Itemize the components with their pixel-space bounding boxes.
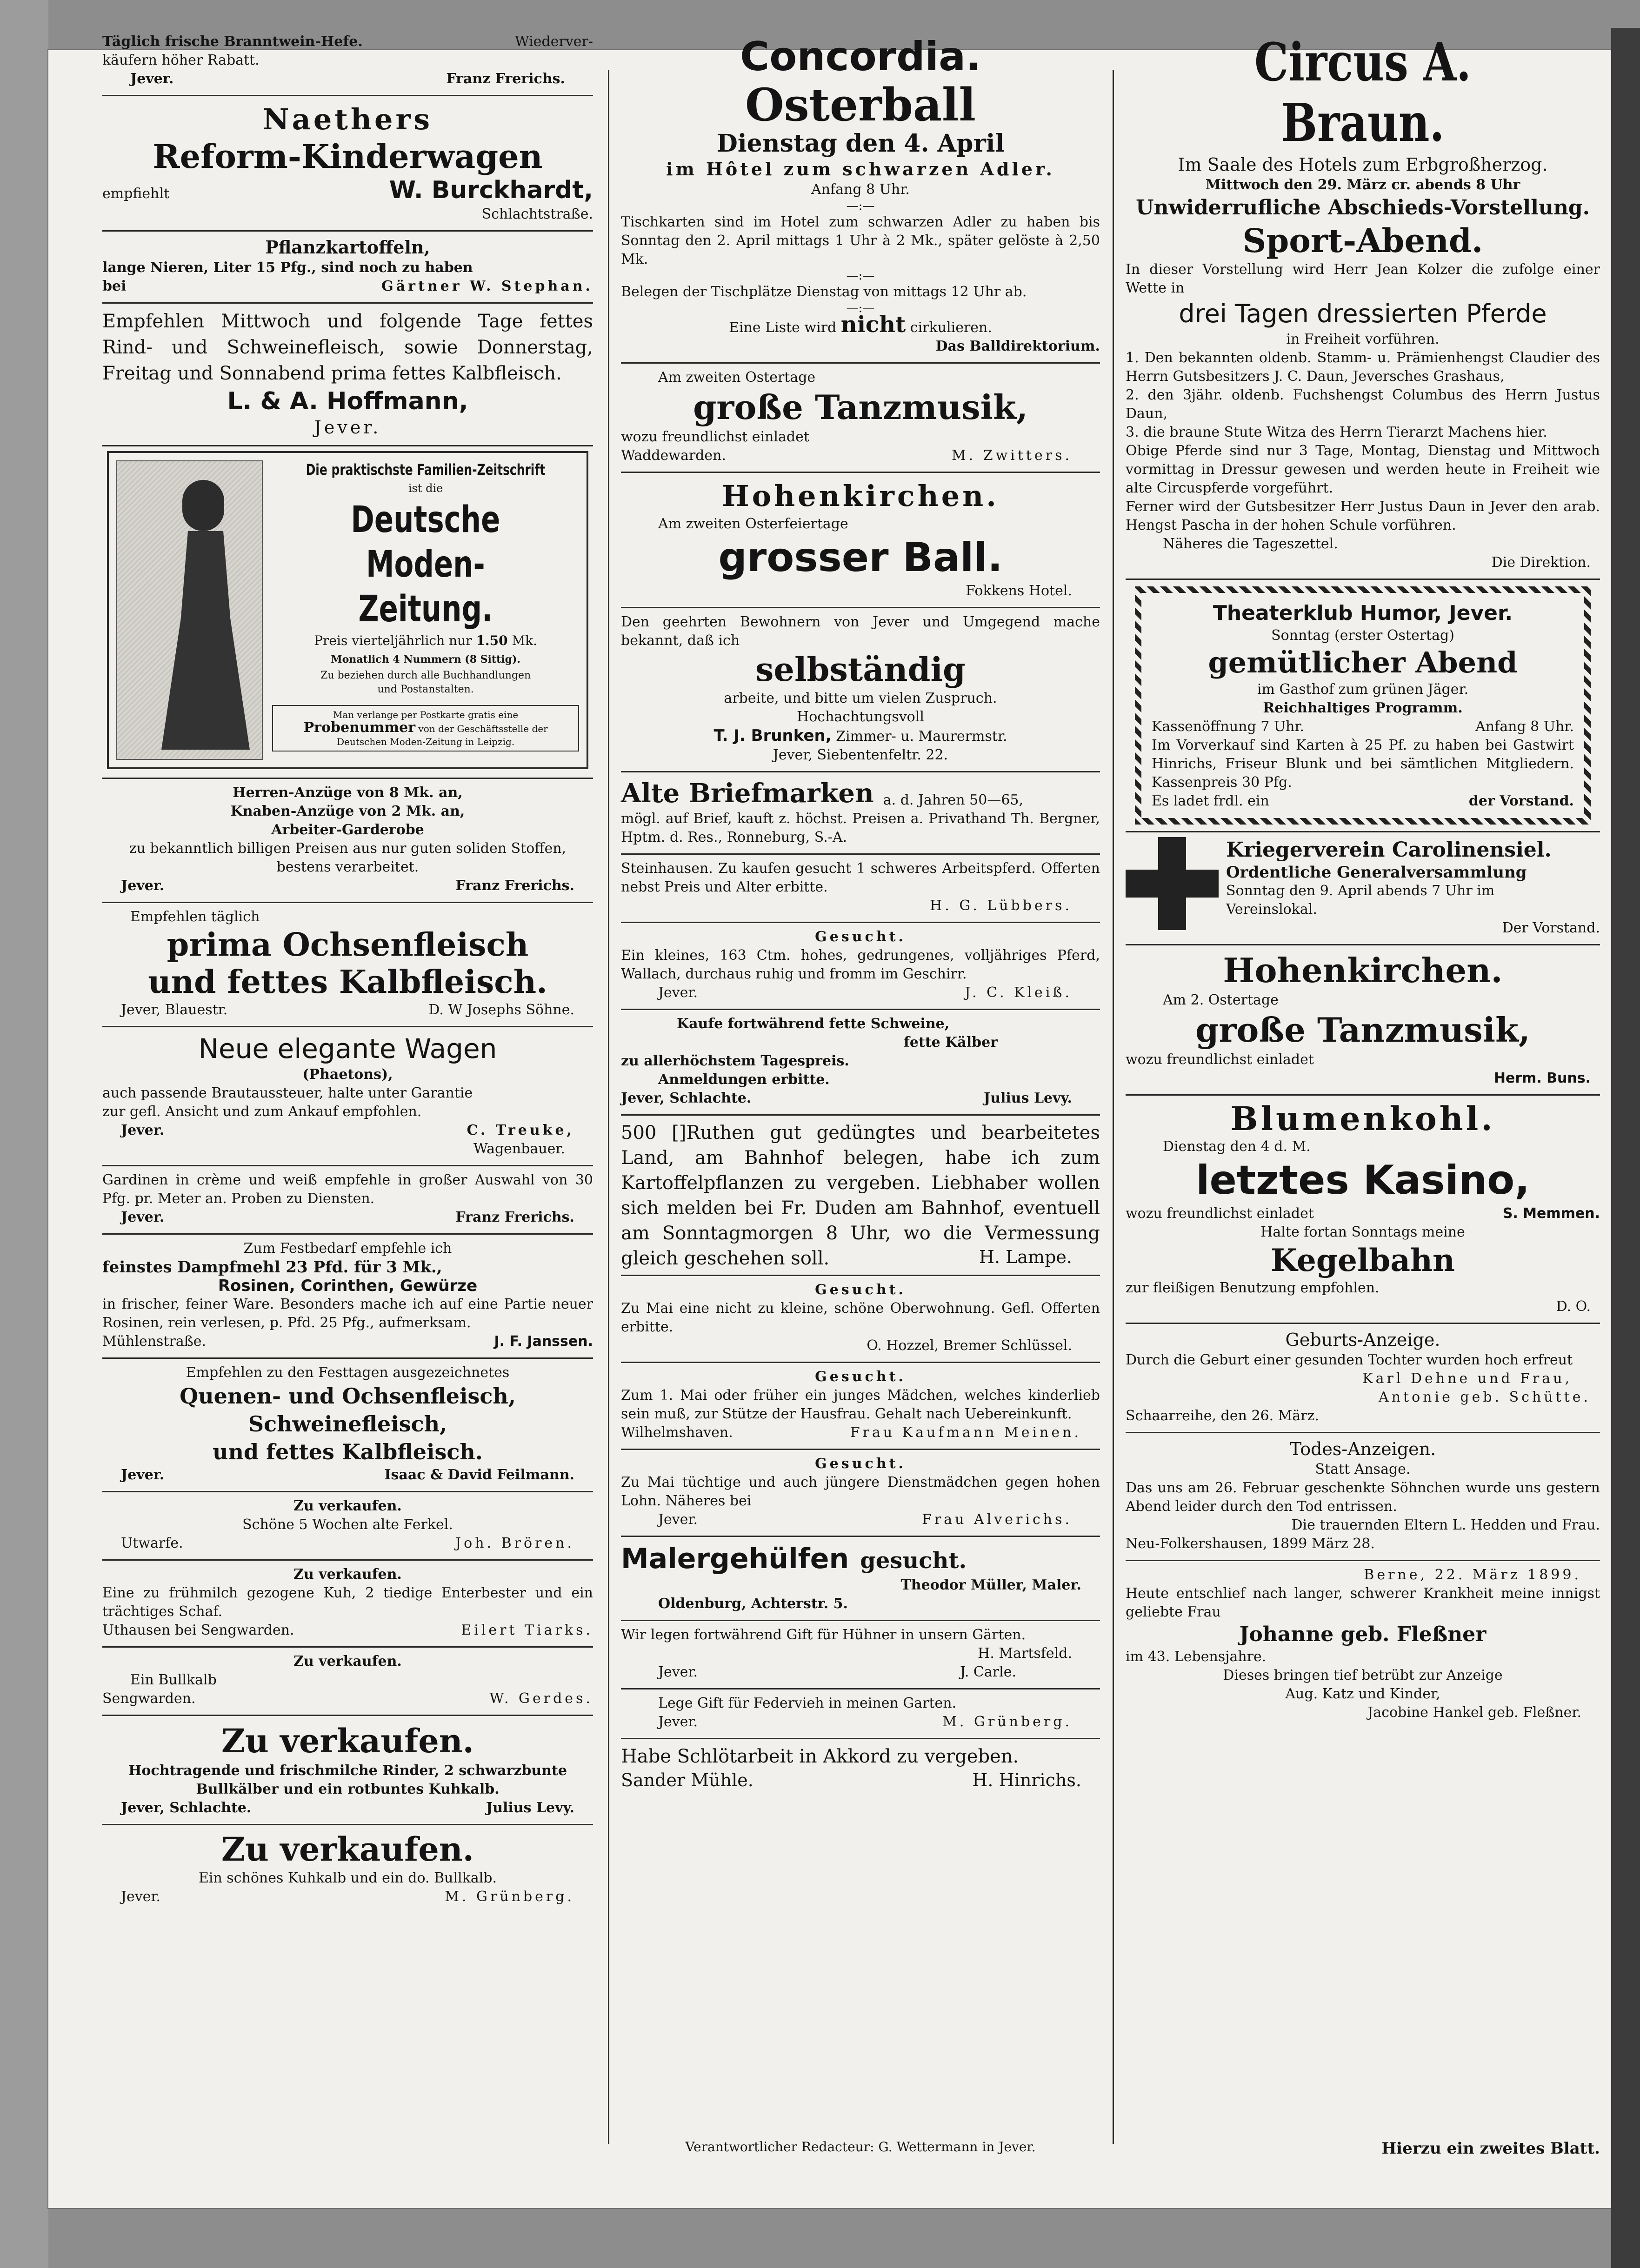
ad-signature: C. Treuke, <box>467 1122 574 1138</box>
ad-text: (Phaetons), <box>302 1066 393 1083</box>
ad-place: Mühlenstraße. <box>102 1333 207 1350</box>
ad-text: Gardinen in crème und weiß empfehle in großer Auswahl von 30 Pfg. pr. Meter an. Proben zu Diensten. <box>102 1172 593 1207</box>
ad-text: fette Kälber <box>903 1034 998 1051</box>
ad-headline: Todes-Anzeigen. <box>1289 1439 1436 1459</box>
ad-brunken <box>621 608 1100 772</box>
ad-headline: Gesucht. <box>815 1282 906 1298</box>
column-right <box>1126 28 1600 1729</box>
ad-text: Kaufe fortwährend fette Schweine, <box>677 1016 950 1032</box>
ad-text: 3. die braune Stute Witza des Herrn Tierarzt Machens hier. <box>1126 424 1547 440</box>
ad-signature: Jacobine Hankel geb. Fleßner. <box>1367 1704 1581 1721</box>
ad-place: Jever. <box>658 1511 698 1528</box>
ad-gift-huehner <box>621 1621 1100 1689</box>
ad-signature: Antonie geb. Schütte. <box>1379 1389 1591 1405</box>
ad-text: Sonntag den 9. April abends 7 Uhr im <box>1226 883 1495 899</box>
ad-text: Probenummer <box>303 719 416 736</box>
ad-signature: H. Martsfeld. <box>978 1645 1072 1662</box>
ad-text: auch passende Brautaussteuer, halte unter Garantie <box>102 1085 473 1101</box>
ad-text: Zimmer- u. Maurermstr. <box>836 728 1007 745</box>
ad-signature: M. Grünberg. <box>942 1714 1072 1730</box>
ad-headline: letztes Kasino, <box>1196 1157 1530 1204</box>
ad-text: Mittwoch den 29. März cr. abends 8 Uhr <box>1205 177 1520 193</box>
ad-ferkel <box>102 1492 593 1561</box>
ad-text: Steinhausen. Zu kaufen gesucht 1 schweres Arbeitspferd. Offerten nebst Preis und Alter erbitte. <box>621 860 1100 895</box>
ad-signature: Der Vorstand. <box>1502 920 1600 936</box>
ad-place: Neu-Folkershausen, 1899 März 28. <box>1126 1536 1375 1552</box>
ad-text: Die praktischste Familien-Zeitschrift <box>306 461 546 479</box>
ad-geburtsanzeige <box>1126 1324 1600 1433</box>
ad-signature: Gärtner W. Stephan. <box>381 278 593 294</box>
ad-signature: M. Zwitters. <box>951 447 1072 464</box>
column-rule-2 <box>1113 70 1114 2144</box>
ad-signature: Das Balldirektorium. <box>935 338 1100 354</box>
ad-signature: J. C. Kleiß. <box>965 984 1072 1001</box>
ad-text: Am zweiten Ostertage <box>658 369 816 386</box>
ad-signature: O. Hozzel, Bremer Schlüssel. <box>867 1337 1072 1354</box>
ad-text: Empfehlen täglich <box>130 909 260 925</box>
ad-place: Jever. <box>121 878 165 894</box>
ad-text: zu allerhöchstem Tagespreis. <box>621 1053 849 1069</box>
woman-illustration <box>116 460 263 760</box>
ad-place: Jever. <box>658 1664 698 1680</box>
ad-kuh <box>102 1561 593 1648</box>
ad-headline: große Tanzmusik, <box>693 387 1028 427</box>
ad-headline: Reform-Kinderwagen <box>153 137 543 176</box>
ad-text: Zum Festbedarf empfehle ich <box>243 1240 452 1257</box>
ad-place: Jever. <box>658 1714 698 1730</box>
ad-text: Belegen der Tischplätze Dienstag von mittags 12 Uhr ab. <box>621 284 1027 300</box>
ad-text: Lege Gift für Federvieh in meinen Garten. <box>658 1695 957 1711</box>
ad-headline: Zu verkaufen. <box>221 1830 474 1869</box>
ad-headline: Hohenkirchen. <box>1223 951 1503 990</box>
ad-text: Durch die Geburt einer gesunden Tochter wurden hoch erfreut <box>1126 1352 1573 1368</box>
ad-text: zur gefl. Ansicht und zum Ankauf empfohlen. <box>102 1104 422 1120</box>
column-rule-1 <box>608 70 609 2144</box>
ad-place: Jever, Schlachte. <box>621 1090 752 1106</box>
ad-hoffmann <box>102 304 593 446</box>
ad-text: Mk. <box>512 633 538 648</box>
ad-signature: Eilert Tiarks. <box>461 1622 593 1638</box>
ad-signature: D. O. <box>1556 1298 1591 1315</box>
ad-text: Sonntag (erster Ostertag) <box>1271 627 1454 644</box>
ad-text: Anmeldungen erbitte. <box>658 1071 830 1088</box>
ad-headline: Alte Briefmarken <box>621 778 874 809</box>
ad-headline: grosser Ball. <box>718 534 1003 581</box>
ad-text: Die trauernden Eltern L. Hedden und Frau. <box>1291 1517 1600 1533</box>
ad-schweine <box>621 1010 1100 1116</box>
ad-todesanzeigen <box>1126 1433 1600 1561</box>
ad-land <box>621 1116 1100 1276</box>
ad-signature: D. W Josephs Söhne. <box>428 1002 574 1018</box>
ad-signature: Frau Kaufmann Meinen. <box>850 1424 1081 1441</box>
ad-signature: Isaac & David Feilmann. <box>384 1467 574 1483</box>
ad-arbeitspferd <box>621 855 1100 923</box>
ad-headline: Pflanzkartoffeln, <box>265 237 430 258</box>
ad-text: Vereinslokal. <box>1226 901 1317 918</box>
ad-text: lange Nieren, Liter 15 Pfg., sind noch zu haben <box>102 259 473 276</box>
ad-text: Wagenbauer. <box>473 1141 565 1157</box>
ad-place: Jever. <box>121 1122 165 1138</box>
ad-tanzmusik-waddewarden <box>621 364 1100 473</box>
hatched-frame <box>1135 586 1591 825</box>
ad-text: Obige Pferde sind nur 3 Tage, Montag, Dienstag und Mittwoch vormittag in Dressur gewesen und werden heute in Freiheit wie alte Circuspferde vorgeführt. <box>1126 443 1600 496</box>
ad-headline: Hohenkirchen. <box>722 479 999 513</box>
ad-kinderwagen <box>102 96 593 232</box>
ad-place: Waddewarden. <box>621 447 726 464</box>
ad-place: Jever. <box>130 71 174 87</box>
ad-headline: und fettes Kalbfleisch. <box>213 1439 483 1464</box>
iron-cross-icon <box>1126 837 1219 930</box>
ad-briefmarken <box>621 772 1100 855</box>
ad-text: Wir legen fortwährend Gift für Hühner in unsern Gärten. <box>621 1627 1026 1643</box>
ad-place: Oldenburg, Achterstr. 5. <box>658 1596 848 1612</box>
ad-text: In dieser Vorstellung wird Herr Jean Kolzer die zufolge einer Wette in <box>1126 261 1600 296</box>
ad-text: Täglich frische Branntwein-Hefe. <box>102 33 363 50</box>
ad-place: Uthausen bei Sengwarden. <box>102 1622 294 1638</box>
ad-headline: Circus A. Braun. <box>1254 32 1471 153</box>
ad-headline: Gesucht. <box>815 1456 906 1472</box>
ad-text: Eine zu frühmilch gezogene Kuh, 2 tiedige Enterbester und ein trächtiges Schaf. <box>102 1585 593 1620</box>
ad-signature: Fokkens Hotel. <box>966 583 1072 599</box>
ad-dienstmaedchen <box>621 1450 1100 1537</box>
ad-headline: große Tanzmusik, <box>1195 1010 1530 1050</box>
ad-malergehuelfen <box>621 1537 1100 1621</box>
ad-text: Wiederver- <box>514 33 593 50</box>
ad-text: zur fleißigen Benutzung empfohlen. <box>1126 1280 1380 1296</box>
ad-text: Den geehrten Bewohnern von Jever und Umgegend mache bekannt, daß ich <box>621 614 1100 649</box>
second-sheet-note: Hierzu ein zweites Blatt. <box>1381 2139 1600 2158</box>
ad-headline: Naethers <box>262 102 433 136</box>
ad-text: Herren-Anzüge von 8 Mk. an, <box>233 785 463 801</box>
ad-text: Statt Ansage. <box>1315 1461 1411 1477</box>
ad-text: empfiehlt <box>102 186 170 202</box>
ad-signature: H. Hinrichs. <box>972 1770 1081 1790</box>
ad-place: Jever, Schlachte. <box>121 1800 252 1816</box>
ad-place: Utwarfe. <box>121 1535 183 1551</box>
ad-place: Jever, Blauestr. <box>121 1002 228 1018</box>
ad-gift-federvieh <box>621 1689 1100 1739</box>
ad-headline: Osterball <box>745 79 976 131</box>
ad-maedchen <box>621 1363 1100 1450</box>
ad-text: Hochtragende und frischmilche Rinder, 2 schwarzbunte Bullkälber und ein rotbuntes Kuhkalb. <box>128 1763 567 1797</box>
ad-signature: W. Gerdes. <box>489 1690 593 1707</box>
ad-text: 1. Den bekannten oldenb. Stamm- u. Prämienhengst Claudier des Herrn Gutsbesitzers J. C. Daun, Jeversches Grashaus, <box>1126 350 1600 385</box>
ad-bullkalb <box>102 1648 593 1716</box>
column-left <box>102 28 593 1913</box>
ad-box <box>107 451 588 769</box>
ad-text: im Gasthof zum grünen Jäger. <box>1257 681 1469 698</box>
ad-signature: Herm. Buns. <box>1493 1070 1591 1086</box>
ad-text: Eine Liste wird <box>729 319 837 336</box>
ad-feilmann <box>102 1359 593 1492</box>
ad-text: Man verlange per Postkarte gratis eine <box>333 709 519 720</box>
ad-text: arbeite, und bitte um vielen Zuspruch. <box>724 690 997 706</box>
ad-text: Reichhaltiges Programm. <box>1263 700 1463 716</box>
ad-signature: Frau Alverichs. <box>922 1511 1072 1528</box>
ad-text: Halte fortan Sonntags meine <box>1260 1224 1465 1240</box>
ad-text: Arbeiter-Garderobe <box>271 822 424 838</box>
ad-text: käufern höher Rabatt. <box>102 52 260 68</box>
ad-text: wozu freundlichst einladet <box>1126 1205 1314 1222</box>
ad-ochsenfleisch <box>102 903 593 1027</box>
ad-headline: Zu verkaufen. <box>221 1722 474 1760</box>
ad-company: L. & A. Hoffmann, <box>227 387 468 415</box>
ad-headline: Geburts-Anzeige. <box>1285 1330 1440 1350</box>
ad-text: Habe Schlötarbeit in Akkord zu vergeben. <box>621 1746 1019 1767</box>
ad-headline: Deutsche <box>351 499 500 541</box>
scan-right-edge <box>1611 28 1640 2268</box>
ad-text: Im Vorverkauf sind Karten à 25 Pf. zu haben bei Gastwirt Hinrichs, Friseur Blunk und bei sämtlichen Mitgliedern. Kassenpreis 30 Pfg. <box>1152 737 1574 791</box>
ad-text: Ordentliche Generalversammlung <box>1226 863 1527 882</box>
column-middle <box>621 28 1100 1798</box>
ad-text: Es ladet frdl. ein <box>1152 793 1269 809</box>
ad-pflanzkartoffeln <box>102 232 593 304</box>
ad-oberwohnung <box>621 1276 1100 1363</box>
ad-text: von der Geschäftsstelle der <box>418 723 548 734</box>
ad-hohenkirchen-ball <box>621 473 1100 608</box>
ad-text: im Hôtel zum schwarzen Adler. <box>666 159 1055 180</box>
ad-signature: H. G. Lübbers. <box>930 898 1072 914</box>
ad-text: Heute entschlief nach langer, schwerer Krankheit meine innigst geliebte Frau <box>1126 1585 1600 1620</box>
ad-text: Deutschen Moden-Zeitung in Leipzig. <box>337 736 515 747</box>
ad-text: Schöne 5 Wochen alte Ferkel. <box>242 1516 453 1533</box>
ad-signature: Julius Levy. <box>984 1090 1072 1106</box>
ad-text: Unwiderrufliche Abschieds-Vorstellung. <box>1136 196 1590 219</box>
ad-text: Näheres die Tageszettel. <box>1163 536 1338 552</box>
ad-text: Ein kleines, 163 Ctm. hohes, gedrungenes, volljähriges Pferd, Wallach, durchaus ruhig und fromm im Geschirr. <box>621 947 1100 982</box>
ad-text: mögl. auf Brief, kauft z. höchst. Preisen a. Privathand Th. Bergner, Hptm. d. Res., Ronneburg, S.-A. <box>621 811 1100 845</box>
ad-signature: S. Memmen. <box>1502 1205 1600 1222</box>
ad-text: Dieses bringen tief betrübt zur Anzeige <box>1223 1667 1503 1683</box>
ad-signature: Franz Frerichs. <box>455 878 574 894</box>
ad-text: in frischer, feiner Ware. Besonders mache ich auf eine Partie neuer Rosinen, rein verlesen, p. Pfd. 25 Pfg., aufmerksam. <box>102 1296 593 1331</box>
ad-text: Hochachtungsvoll <box>797 709 924 725</box>
ad-company: W. Burckhardt, <box>389 176 593 204</box>
ad-headline: Johanne geb. Fleßner <box>1239 1623 1487 1646</box>
ad-text: Im Saale des Hotels zum Erbgroßherzog. <box>1178 154 1548 175</box>
ad-text: Ein Bullkalb <box>130 1672 217 1688</box>
ad-text: Ferner wird der Gutsbesitzer Herr Justus Daun in Jever den arab. Hengst Pascha in der hohen Schule vorführen. <box>1126 499 1600 533</box>
ad-headline: Sport-Abend. <box>1242 221 1483 260</box>
ad-headline: Moden-Zeitung. <box>358 544 493 630</box>
ad-headline: Zu verkaufen. <box>293 1653 402 1669</box>
ad-place: Jever. <box>121 1889 161 1905</box>
ad-circus-braun <box>1126 28 1600 580</box>
ad-text: im 43. Lebensjahre. <box>1126 1649 1267 1665</box>
ad-headline: Zu verkaufen. <box>293 1498 402 1514</box>
ad-hohenkirchen-tanzmusik <box>1126 945 1600 1096</box>
separator: —:— <box>846 199 875 213</box>
ad-signature: Franz Frerichs. <box>455 1209 574 1225</box>
ad-text: Kassenöffnung 7 Uhr. <box>1152 718 1305 735</box>
ad-headline: Schweinefleisch, <box>248 1411 447 1437</box>
ad-text: Berne, 22. März 1899. <box>1364 1567 1581 1583</box>
ad-headline: Theaterklub Humor, Jever. <box>1213 601 1513 625</box>
ad-place: Jever. <box>121 1209 165 1225</box>
ad-schloetarbeit <box>621 1739 1100 1798</box>
ad-text: a. d. Jahren 50—65, <box>883 792 1024 808</box>
ad-place: Jever. <box>314 417 381 438</box>
ad-headline: gesucht. <box>860 1548 967 1574</box>
ad-place: Jever. <box>121 1467 165 1483</box>
ad-johanne-flessner <box>1126 1561 1600 1729</box>
ad-headline: und fettes Kalbfleisch. <box>148 964 547 1001</box>
ad-headline: Quenen- und Ochsenfleisch, <box>180 1383 516 1409</box>
ad-text: Am 2. Ostertage <box>1163 992 1279 1008</box>
ad-text: 2. den 3jähr. oldenb. Fuchshengst Columbus des Herrn Justus Daun, <box>1126 387 1600 422</box>
ad-anzuege <box>102 779 593 903</box>
ad-place: Sengwarden. <box>102 1690 196 1707</box>
ad-signature: Julius Levy. <box>486 1800 574 1816</box>
separator: —:— <box>846 269 875 283</box>
ad-moden-zeitung <box>102 451 593 779</box>
ad-kuhkalb <box>102 1825 593 1913</box>
ad-text: 500 []Ruthen gut gedüngtes und bearbeitetes Land, am Bahnhof belegen, habe ich zum Kartoffelpflanzen zu vergeben. Liebhaber wollen sich melden bei Fr. Duden am Bahnhof, eventuell am Sonntagmorgen 8 Uhr, wo die Vermessung gleich geschehen soll. <box>621 1122 1100 1269</box>
ad-blumenkohl-kasino <box>1126 1096 1600 1324</box>
ad-place: Wilhelmshaven. <box>621 1424 733 1441</box>
ad-headline: drei Tagen dressierten Pferde <box>1179 299 1547 328</box>
ad-text: in Freiheit vorführen. <box>1286 331 1440 347</box>
scan-left-margin <box>0 0 48 2268</box>
ad-text: zu bekanntlich billigen Preisen aus nur guten soliden Stoffen, bestens verarbeitet. <box>129 840 567 875</box>
ad-headline: Concordia. <box>740 33 981 80</box>
ad-text: Tischkarten sind im Hotel zum schwarzen Adler zu haben bis Sonntag den 2. April mittags 1 Uhr à 2 Mk., später gelöste à 2,50 Mk. <box>621 214 1100 267</box>
ad-signature: Die Direktion. <box>1491 554 1591 571</box>
ad-text: Am zweiten Osterfeiertage <box>658 516 848 532</box>
ad-text: wozu freundlichst einladet <box>1126 1051 1314 1068</box>
ad-text: Zu Mai eine nicht zu kleine, schöne Oberwohnung. Gefl. Offerten erbitte. <box>621 1300 1100 1335</box>
ad-text: Zu beziehen durch alle Buchhandlungen <box>320 670 531 681</box>
ad-signature: M. Grünberg. <box>445 1889 574 1905</box>
ad-gardinen <box>102 1166 593 1235</box>
ad-text: und Postanstalten. <box>377 684 474 695</box>
ad-place: Jever. <box>658 984 698 1001</box>
ad-text: Zum 1. Mai oder früher ein junges Mädchen, welches kinderlieb sein muß, zur Stütze der Hausfrau. Gehalt nach Uebereinkunft. <box>621 1387 1100 1422</box>
ad-text: wozu freundlichst einladet <box>621 429 809 445</box>
ad-text: feinstes Dampfmehl 23 Pfd. für 3 Mk., <box>102 1258 442 1277</box>
ad-text: Anfang 8 Uhr. <box>811 181 910 198</box>
ad-emphasis: nicht <box>840 312 906 338</box>
ad-headline: Blumenkohl. <box>1230 1099 1495 1138</box>
ad-kriegerverein <box>1126 832 1600 945</box>
ad-text: Dienstag den 4 d. M. <box>1163 1138 1311 1155</box>
ad-headline: Kegelbahn <box>1271 1242 1455 1278</box>
ad-text: ist die <box>408 482 443 495</box>
price: 1.50 <box>476 633 508 648</box>
ad-text: Rosinen, Corinthen, Gewürze <box>218 1277 478 1295</box>
ad-rinder <box>102 1716 593 1825</box>
ad-headline: Kriegerverein Carolinensiel. <box>1226 838 1552 862</box>
ad-signature: J. Carle. <box>960 1664 1016 1680</box>
ad-text: Monatlich 4 Nummern (8 Sittig). <box>331 653 521 665</box>
ad-headline: Gesucht. <box>815 1369 906 1385</box>
ad-company: T. J. Brunken, <box>713 726 832 745</box>
ad-headline: selbständig <box>755 650 966 689</box>
ad-text: Empfehlen zu den Festtagen ausgezeichnetes <box>186 1364 510 1381</box>
ad-signature: H. Lampe. <box>979 1247 1072 1267</box>
ad-signature: Karl Dehne und Frau, <box>1362 1370 1572 1387</box>
ad-headline: gemütlicher Abend <box>1208 645 1518 679</box>
ad-text: bei <box>102 278 127 294</box>
ad-headline: Gesucht. <box>815 929 906 945</box>
ad-text: cirkulieren. <box>910 319 992 336</box>
ad-text: Knaben-Anzüge von 2 Mk. an, <box>230 803 465 819</box>
ad-text: Preis vierteljährlich nur <box>314 633 472 648</box>
separator: —:— <box>846 301 875 315</box>
editor-footer: Verantwortlicher Redacteur: G. Wettermann in Jever. <box>685 2139 1036 2155</box>
ad-text: Ein schönes Kuhkalb und ein do. Bullkalb. <box>198 1870 497 1886</box>
ad-signature: J. F. Janssen. <box>494 1333 593 1350</box>
ad-text: Das uns am 26. Februar geschenkte Söhnchen wurde uns gestern Abend leider durch den Tod entrissen. <box>1126 1480 1600 1515</box>
ad-theaterklub <box>1126 586 1600 832</box>
ad-text: Zu Mai tüchtige und auch jüngere Dienstmädchen gegen hohen Lohn. Näheres bei <box>621 1474 1100 1509</box>
ad-headline: Dienstag den 4. April <box>716 129 1005 158</box>
ad-headline: Zu verkaufen. <box>293 1566 402 1583</box>
ad-signature: Joh. Brören. <box>455 1535 574 1551</box>
ad-text: Jever, Siebentenfeltr. 22. <box>773 747 948 763</box>
ad-text: Anfang 8 Uhr. <box>1475 718 1574 735</box>
ad-signature: der Vorstand. <box>1468 793 1574 809</box>
ad-festbedarf <box>102 1235 593 1359</box>
ad-signature: Franz Frerichs. <box>446 71 565 87</box>
ad-signature: Theodor Müller, Maler. <box>900 1577 1081 1593</box>
ad-headline: Neue elegante Wagen <box>198 1033 497 1064</box>
ad-headline: Malergehülfen <box>621 1543 849 1575</box>
ad-place: Sander Mühle. <box>621 1770 753 1790</box>
ad-concordia-osterball <box>621 28 1100 364</box>
ad-text: Empfehlen Mittwoch und folgende Tage fettes Rind- und Schweinefleisch, sowie Donnerstag, Freitag und Sonnabend prima fettes Kalbfleisch. <box>102 311 593 384</box>
ad-branntwein-hefe <box>102 28 593 96</box>
ad-headline: prima Ochsenfleisch <box>167 926 529 964</box>
ad-signature: Aug. Katz und Kinder, <box>1285 1686 1440 1702</box>
ad-wagen <box>102 1027 593 1166</box>
ad-text: Schlachtstraße. <box>481 206 593 222</box>
ad-place: Schaarreihe, den 26. März. <box>1126 1408 1319 1424</box>
ad-pferd-gesucht <box>621 923 1100 1010</box>
